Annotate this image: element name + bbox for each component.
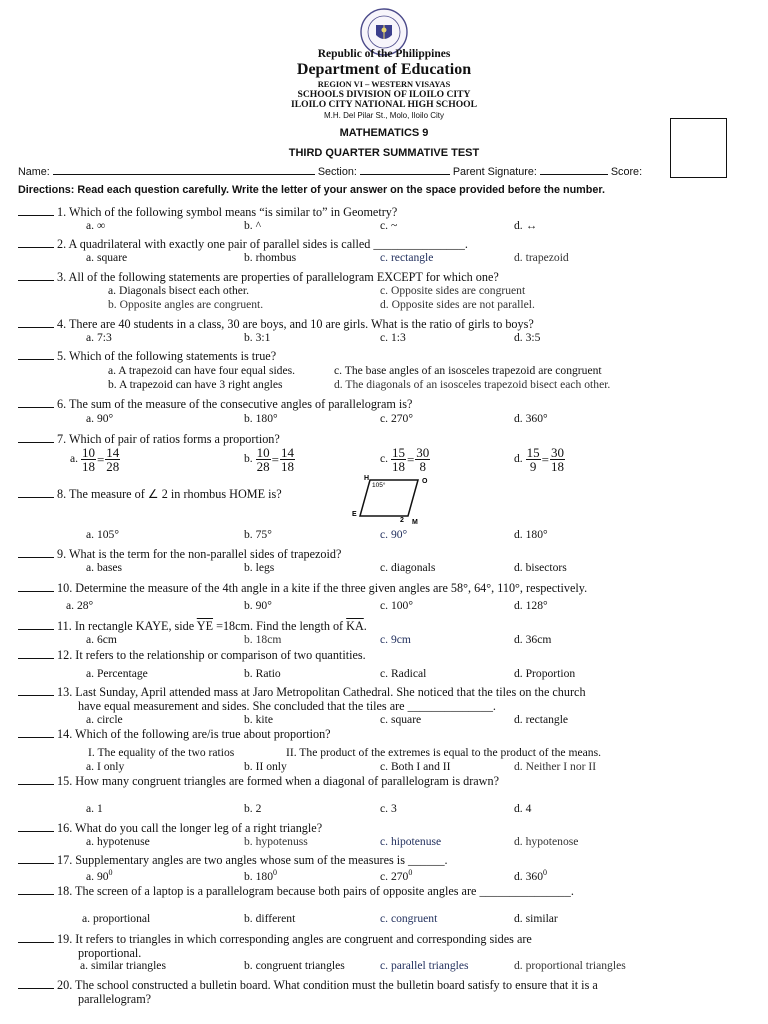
- answer-blank[interactable]: [18, 620, 54, 630]
- option-b: b. ^: [244, 219, 262, 232]
- option-b: b. A trapezoid can have 3 right angles: [108, 378, 283, 391]
- parent-signature-field[interactable]: [540, 174, 608, 175]
- score-box[interactable]: [670, 118, 727, 178]
- option-b: b. $\frac{10}{28}$ = $\frac{14}{18}$: [244, 445, 294, 474]
- option-c: c. parallel triangles: [380, 959, 469, 972]
- answer-blank[interactable]: [18, 775, 54, 785]
- option-d: d. The diagonals of an isosceles trapezoid bisect each other.: [334, 378, 611, 391]
- option-b: b. 2: [244, 802, 262, 815]
- fraction: $\frac{30}{18}$: [550, 445, 564, 474]
- option-c: c. hipotenuse: [380, 835, 442, 848]
- angle-label: 105°: [372, 482, 386, 489]
- option-c: c. 1:3: [380, 331, 406, 344]
- answer-blank[interactable]: [18, 582, 54, 592]
- option-d: d. 180°: [514, 528, 548, 541]
- option-a: a. 90°: [86, 412, 114, 425]
- header-subject: MATHEMATICS 9: [339, 127, 429, 139]
- fraction: $\frac{15}{18}$: [391, 445, 405, 474]
- fraction: $\frac{14}{18}$: [280, 445, 294, 474]
- option-a: a. Percentage: [86, 667, 148, 680]
- question-15: 15. How many congruent triangles are formed when a diagonal of parallelogram is drawn?: [18, 774, 499, 789]
- question-13-line2: have equal measurement and sides. She concluded that the tiles are ______________.: [78, 699, 496, 713]
- option-d: d. proportional triangles: [514, 959, 626, 972]
- question-12: 12. It refers to the relationship or comparison of two quantities.: [18, 648, 366, 663]
- option-c: c. The base angles of an isosceles trapezoid are congruent: [334, 364, 602, 377]
- option-b: b. legs: [244, 561, 275, 574]
- name-label: Name:: [18, 166, 50, 178]
- segment-ye: $\overline{YE}$: [196, 619, 214, 633]
- question-19-line2: proportional.: [78, 946, 142, 960]
- option-b: b. rhombus: [244, 251, 297, 264]
- option-c: c. Radical: [380, 667, 427, 680]
- vertex-h: H: [364, 475, 370, 482]
- option-d: d. $\frac{15}{9}$ = $\frac{30}{18}$: [514, 445, 564, 474]
- option-a: a. similar triangles: [80, 959, 166, 972]
- answer-blank[interactable]: [18, 979, 54, 989]
- answer-blank[interactable]: [18, 548, 54, 558]
- option-a: a. ∞: [86, 219, 106, 232]
- option-d: d. Neither I nor II: [514, 760, 597, 773]
- option-c: c. square: [380, 713, 422, 726]
- answer-blank[interactable]: [18, 271, 54, 281]
- option-b: b. $180^0$: [244, 868, 277, 883]
- fraction: $\frac{10}{28}$: [256, 445, 270, 474]
- option-a: a. 105°: [86, 528, 119, 541]
- option-d: d. Proportion: [514, 667, 576, 680]
- option-d: d. 36cm: [514, 633, 552, 646]
- question-4: 4. There are 40 students in a class, 30 are boys, and 10 are girls. What is the ratio of girls to boys?: [18, 317, 534, 332]
- option-c: c. $\frac{15}{18}$ = $\frac{30}{8}$: [380, 445, 430, 474]
- option-d: d. trapezoid: [514, 251, 569, 264]
- question-20-line2: parallelogram?: [78, 992, 152, 1006]
- statement-2: II. The product of the extremes is equal to the product of the means.: [286, 746, 601, 759]
- answer-blank[interactable]: [18, 350, 54, 360]
- option-c: c. diagonals: [380, 561, 436, 574]
- option-d: d. $360^0$: [514, 868, 547, 883]
- option-c: c. 9cm: [380, 633, 411, 646]
- option-b: b. congruent triangles: [244, 959, 345, 972]
- question-1: 1. Which of the following symbol means “is similar to” in Geometry?: [18, 205, 397, 220]
- header-republic: Republic of the Philippines: [317, 48, 451, 60]
- answer-blank[interactable]: [18, 686, 54, 696]
- option-d: d. ↔: [514, 219, 538, 232]
- vertex-e: E: [352, 511, 357, 518]
- option-c: c. ~: [380, 219, 398, 232]
- option-c: c. 90°: [380, 528, 408, 541]
- fraction: $\frac{10}{18}$: [81, 445, 95, 474]
- answer-blank[interactable]: [18, 822, 54, 832]
- question-7: 7. Which of pair of ratios forms a proportion?: [18, 432, 280, 447]
- option-d: d. 360°: [514, 412, 548, 425]
- option-a: a. bases: [86, 561, 123, 574]
- answer-blank[interactable]: [18, 318, 54, 328]
- question-5: 5. Which of the following statements is true?: [18, 349, 276, 364]
- option-b: b. II only: [244, 760, 287, 773]
- fraction: $\frac{14}{28}$: [106, 445, 120, 474]
- option-a: a. hypotenuse: [86, 835, 150, 848]
- option-d: d. similar: [514, 912, 558, 925]
- option-a: a. I only: [86, 760, 125, 773]
- option-d: d. hypotenose: [514, 835, 579, 848]
- option-a: a. 1: [86, 802, 103, 815]
- answer-blank[interactable]: [18, 933, 54, 943]
- option-a: a. 28°: [66, 599, 94, 612]
- section-field[interactable]: [360, 174, 450, 175]
- question-2: 2. A quadrilateral with exactly one pair of parallel sides is called _______________.: [18, 237, 468, 252]
- option-c: c. $270^0$: [380, 868, 413, 883]
- segment-ka: $\overline{KA}$: [346, 619, 364, 633]
- question-6: 6. The sum of the measure of the consecutive angles of parallelogram is?: [18, 397, 412, 412]
- question-20: 20. The school constructed a bulletin board. What condition must the bulletin board satisfy to ensure that it is a: [18, 978, 598, 993]
- option-b: b. different: [244, 912, 296, 925]
- option-c: c. 270°: [380, 412, 413, 425]
- option-b: b. 18cm: [244, 633, 282, 646]
- option-a: a. Diagonals bisect each other.: [108, 284, 250, 297]
- question-8: 8. The measure of ∠ 2 in rhombus HOME is?: [18, 487, 282, 502]
- option-b: b. Ratio: [244, 667, 281, 680]
- option-a: a. 6cm: [86, 633, 117, 646]
- option-b: b. 75°: [244, 528, 272, 541]
- option-d: d. 4: [514, 802, 532, 815]
- option-b: b. 90°: [244, 599, 272, 612]
- question-19: 19. It refers to triangles in which corresponding angles are congruent and corresponding sides are: [18, 932, 532, 947]
- option-a: a. square: [86, 251, 128, 264]
- option-a: a. proportional: [82, 912, 151, 925]
- statement-1: I. The equality of the two ratios: [88, 746, 235, 759]
- name-field[interactable]: [53, 174, 315, 175]
- student-fields: [18, 166, 642, 178]
- option-c: c. Opposite sides are congruent: [380, 284, 526, 297]
- option-d: d. bisectors: [514, 561, 567, 574]
- option-a: a. 7:3: [86, 331, 112, 344]
- answer-blank[interactable]: [18, 206, 54, 216]
- question-11: 11. In rectangle KAYE, side $\overline{YE} =18cm$. Find the length of $\overline{KA}$.: [18, 619, 367, 634]
- header-division: SCHOOLS DIVISION OF ILOILO CITY: [297, 89, 471, 100]
- answer-blank[interactable]: [18, 854, 54, 864]
- option-b: b. Opposite angles are congruent.: [108, 298, 264, 311]
- vertex-o: O: [422, 478, 428, 485]
- question-9: 9. What is the term for the non-parallel sides of trapezoid?: [18, 547, 341, 562]
- question-14: 14. Which of the following are/is true about proportion?: [18, 727, 331, 742]
- option-a: a. A trapezoid can have four equal sides.: [108, 364, 296, 377]
- option-b: b. 180°: [244, 412, 278, 425]
- option-b: b. 3:1: [244, 331, 271, 344]
- header-test-title: THIRD QUARTER SUMMATIVE TEST: [288, 147, 480, 159]
- directions: Directions: Read each question carefully. Write the letter of your answer on the space provided before the number.: [18, 184, 605, 196]
- option-c: c. 100°: [380, 599, 413, 612]
- option-d: d. 128°: [514, 599, 548, 612]
- answer-blank[interactable]: [18, 488, 54, 498]
- answer-blank[interactable]: [18, 885, 54, 895]
- header-department: Department of Education: [296, 61, 472, 78]
- option-c: c. rectangle: [380, 251, 434, 264]
- option-c: c. congruent: [380, 912, 438, 925]
- option-a: a. circle: [86, 713, 123, 726]
- question-3: 3. All of the following statements are properties of parallelogram EXCEPT for which one?: [18, 270, 499, 285]
- question-10: 10. Determine the measure of the 4th angle in a kite if the three given angles are 58°, 64°, 110°, respectively.: [18, 581, 587, 596]
- header-school: ILOILO CITY NATIONAL HIGH SCHOOL: [290, 99, 478, 110]
- section-label: Section:: [317, 166, 357, 178]
- question-13: 13. Last Sunday, April attended mass at Jaro Metropolitan Cathedral. She noticed that the tiles on the church: [18, 685, 586, 700]
- fraction: $\frac{30}{8}$: [416, 445, 430, 474]
- option-b: b. hypotenuss: [244, 835, 308, 848]
- option-c: c. Both I and II: [380, 760, 451, 773]
- score-label: Score:: [610, 166, 643, 178]
- answer-blank[interactable]: [18, 649, 54, 659]
- header-region: REGION VI – WESTERN VISAYAS: [317, 80, 451, 89]
- question-17: 17. Supplementary angles are two angles whose sum of the measures is ______.: [18, 853, 448, 868]
- option-d: d. Opposite sides are not parallel.: [380, 298, 535, 311]
- fraction: $\frac{15}{9}$: [526, 445, 540, 474]
- option-a: a. $\frac{10}{18}$ = $\frac{14}{28}$: [70, 445, 120, 474]
- rhombus-home-figure: [350, 472, 430, 528]
- answer-blank[interactable]: [18, 238, 54, 248]
- question-16: 16. What do you call the longer leg of a right triangle?: [18, 821, 322, 836]
- angle-2-label: 2: [400, 517, 404, 524]
- answer-blank[interactable]: [18, 728, 54, 738]
- option-b: b. kite: [244, 713, 273, 726]
- option-d: d. rectangle: [514, 713, 569, 726]
- question-18: 18. The screen of a laptop is a parallelogram because both pairs of opposite angles are _______________.: [18, 884, 574, 899]
- vertex-m: M: [412, 519, 418, 526]
- option-d: d. 3:5: [514, 331, 541, 344]
- option-c: c. 3: [380, 802, 397, 815]
- option-a: a. $90^0$: [86, 868, 113, 883]
- header-address: M.H. Del Pilar St., Molo, Iloilo City: [323, 111, 445, 120]
- answer-blank[interactable]: [18, 433, 54, 443]
- parent-signature-label: Parent Signature:: [452, 166, 537, 178]
- answer-blank[interactable]: [18, 398, 54, 408]
